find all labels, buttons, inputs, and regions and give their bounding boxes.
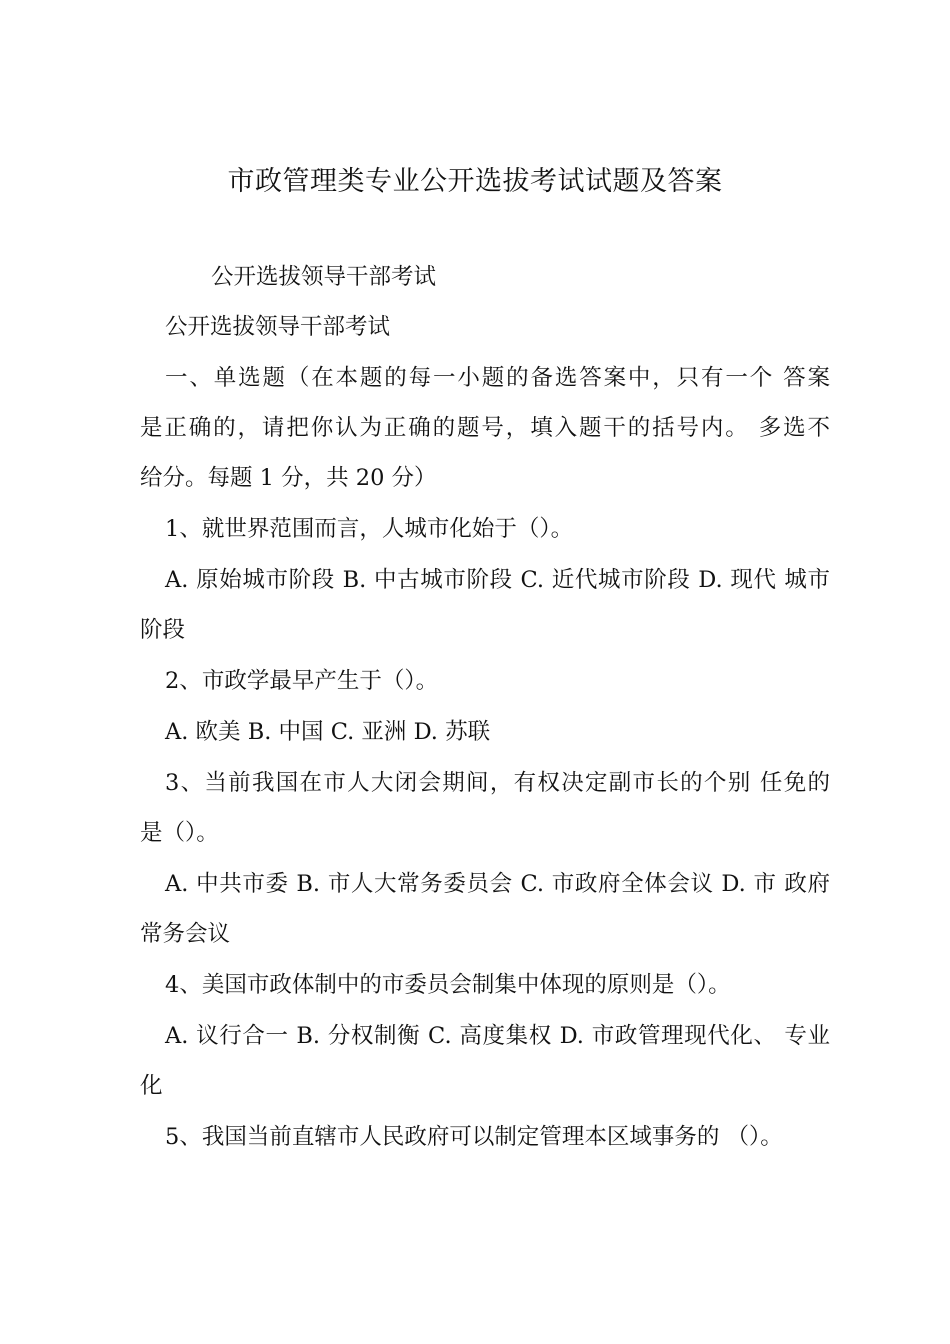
question-stem: 是（）。 [140,820,219,846]
question-options: 阶段 [140,617,186,643]
subtitle-line: 公开选拔领导干部考试 [211,264,437,290]
page-title: 市政管理类专业公开选拔考试试题及答案 [227,166,723,197]
question-stem: 1、就世界范围而言，人城市化始于（）。 [165,516,574,542]
section-heading-line: 是正确的，请把你认为正确的题号，填入题干的括号内。 多选不 [140,415,830,441]
question-stem: 5、我国当前直辖市人民政府可以制定管理本区域事务的 （）。 [165,1124,783,1150]
question-options: A. 议行合一 B. 分权制衡 C. 高度集权 D. 市政管理现代化、 专业 [165,1023,830,1049]
question-stem: 3、当前我国在市人大闭会期间，有权决定副市长的个别 任免的 [165,770,830,796]
question-options: 常务会议 [140,921,231,947]
question-options: A. 中共市委 B. 市人大常务委员会 C. 市政府全体会议 D. 市 政府 [165,871,830,897]
section-heading-line: 一、单选题（在本题的每一小题的备选答案中，只有一个 答案 [165,365,830,391]
question-stem: 2、市政学最早产生于（）。 [165,668,439,694]
question-options: 化 [140,1073,163,1099]
question-stem: 4、美国市政体制中的市委员会制集中体现的原则是（）。 [165,972,731,998]
subtitle-line: 公开选拔领导干部考试 [165,314,391,340]
question-options: A. 原始城市阶段 B. 中古城市阶段 C. 近代城市阶段 D. 现代 城市 [165,567,830,593]
question-options: A. 欧美 B. 中国 C. 亚洲 D. 苏联 [165,719,491,745]
section-heading-line: 给分。每题 1 分，共 20 分） [140,465,437,491]
